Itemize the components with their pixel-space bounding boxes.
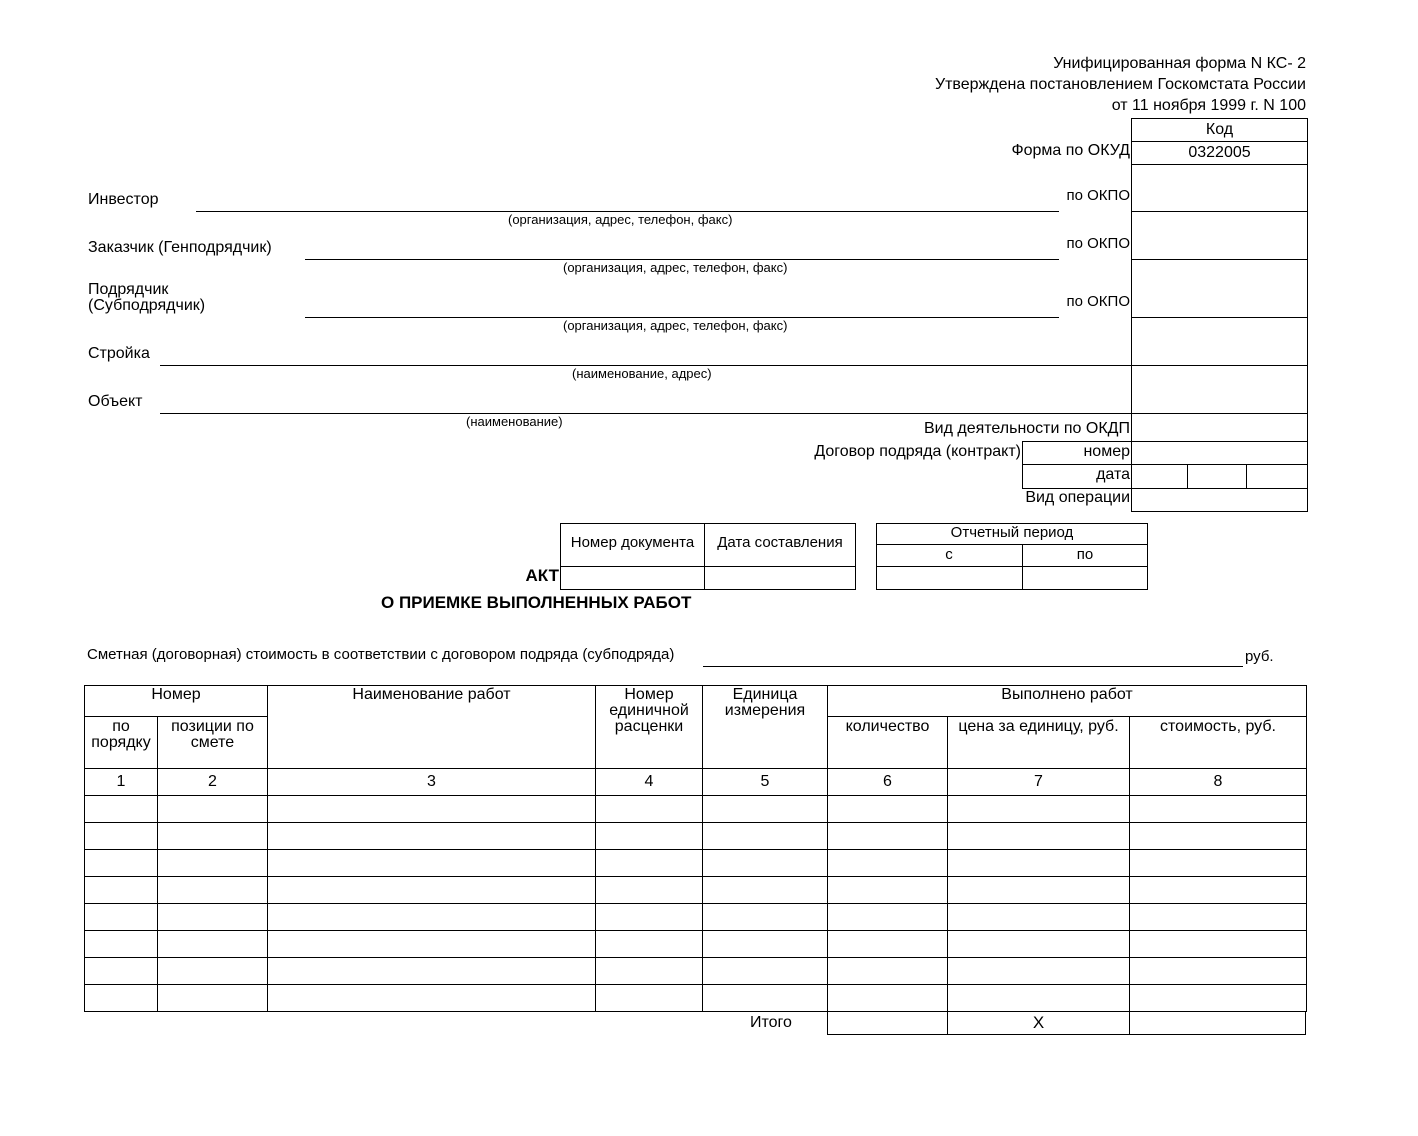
cell-cost[interactable]	[1130, 796, 1307, 823]
column-number: 5	[703, 769, 828, 796]
header-quantity: количество	[828, 717, 948, 769]
cell-cost[interactable]	[1130, 958, 1307, 985]
column-number: 3	[268, 769, 596, 796]
cell-position[interactable]	[158, 985, 268, 1012]
cell-position[interactable]	[158, 823, 268, 850]
total-label: Итого	[750, 1014, 792, 1031]
cell-cost[interactable]	[1130, 931, 1307, 958]
header-cost: стоимость, руб.	[1130, 717, 1307, 769]
period-to-label: по	[1076, 546, 1094, 563]
cell-unit-price[interactable]	[948, 931, 1130, 958]
cell-unit[interactable]	[703, 931, 828, 958]
cell-cost[interactable]	[1130, 877, 1307, 904]
title-acceptance: О ПРИЕМКЕ ВЫПОЛНЕННЫХ РАБОТ	[381, 593, 692, 612]
estimate-label: Сметная (договорная) стоимость в соответствии с договором подряда (субподряда)	[87, 646, 675, 663]
okud-value[interactable]: 0322005	[1188, 144, 1251, 161]
cell-quantity[interactable]	[828, 796, 948, 823]
approved-by: Утверждена постановлением Госкомстата России	[934, 76, 1306, 93]
cell-order[interactable]	[85, 877, 158, 904]
title-act: АКТ	[525, 566, 559, 585]
cell-unit[interactable]	[703, 904, 828, 931]
cell-order[interactable]	[85, 904, 158, 931]
estimate-field[interactable]	[703, 666, 1243, 667]
column-number: 7	[948, 769, 1130, 796]
cell-cost[interactable]	[1130, 904, 1307, 931]
contractor-hint: (организация, адрес, телефон, факс)	[563, 318, 788, 333]
table-row	[85, 796, 1307, 823]
table-row	[85, 904, 1307, 931]
site-label: Стройка	[88, 345, 150, 362]
cell-position[interactable]	[158, 796, 268, 823]
cell-position[interactable]	[158, 877, 268, 904]
cell-order[interactable]	[85, 931, 158, 958]
header-done-group: Выполнено работ	[828, 686, 1307, 717]
cell-unit-price[interactable]	[948, 958, 1130, 985]
header-rate-number: Номер единичной расценки	[596, 686, 703, 769]
doc-date-label: Дата составления	[717, 534, 843, 551]
period-from-label: с	[945, 546, 953, 563]
cell-order[interactable]	[85, 985, 158, 1012]
customer-label: Заказчик (Генподрядчик)	[88, 239, 272, 256]
cell-unit-price[interactable]	[948, 985, 1130, 1012]
total-quantity-field[interactable]	[828, 1012, 947, 1034]
cell-rate-number[interactable]	[596, 850, 703, 877]
header-unit: Единица измерения	[703, 686, 828, 769]
total-cost-field[interactable]	[1130, 1012, 1305, 1034]
cell-order[interactable]	[85, 796, 158, 823]
works-table	[84, 685, 1307, 1012]
cell-work-name[interactable]	[268, 823, 596, 850]
cell-position[interactable]	[158, 850, 268, 877]
code-header: Код	[1205, 121, 1234, 138]
cell-cost[interactable]	[1130, 823, 1307, 850]
form-name: Унифицированная форма N КС- 2	[1053, 55, 1306, 72]
cell-position[interactable]	[158, 931, 268, 958]
cell-unit-price[interactable]	[948, 850, 1130, 877]
okdp-label: Вид деятельности по ОКДП	[923, 420, 1130, 437]
contractor-label-2: (Субподрядчик)	[88, 297, 206, 314]
total-price-mark: Х	[1032, 1013, 1045, 1032]
cell-work-name[interactable]	[268, 985, 596, 1012]
contract-label: Договор подряда (контракт)	[814, 443, 1021, 460]
cell-work-name[interactable]	[268, 931, 596, 958]
header-position: позиции по смете	[158, 717, 268, 769]
header-number-group: Номер	[85, 686, 268, 717]
okpo-label-contractor: по ОКПО	[1066, 293, 1130, 310]
cell-position[interactable]	[158, 904, 268, 931]
cell-quantity[interactable]	[828, 985, 948, 1012]
cell-unit-price[interactable]	[948, 877, 1130, 904]
cell-quantity[interactable]	[828, 931, 948, 958]
cell-rate-number[interactable]	[596, 796, 703, 823]
period-to-field[interactable]	[1023, 567, 1147, 589]
cell-order[interactable]	[85, 850, 158, 877]
cell-unit[interactable]	[703, 850, 828, 877]
cell-unit[interactable]	[703, 796, 828, 823]
investor-hint: (организация, адрес, телефон, факс)	[508, 212, 733, 227]
object-hint: (наименование)	[466, 414, 563, 429]
cell-rate-number[interactable]	[596, 823, 703, 850]
estimate-currency: руб.	[1245, 648, 1274, 665]
column-number: 2	[158, 769, 268, 796]
cell-cost[interactable]	[1130, 985, 1307, 1012]
table-row	[85, 985, 1307, 1012]
table-row	[85, 823, 1307, 850]
column-number: 4	[596, 769, 703, 796]
cell-work-name[interactable]	[268, 796, 596, 823]
cell-rate-number[interactable]	[596, 877, 703, 904]
cell-quantity[interactable]	[828, 877, 948, 904]
contract-date-label: дата	[1096, 466, 1130, 483]
okpo-label-investor: по ОКПО	[1066, 187, 1130, 204]
cell-unit[interactable]	[703, 877, 828, 904]
doc-number-label: Номер документа	[570, 534, 695, 551]
cell-quantity[interactable]	[828, 850, 948, 877]
cell-unit[interactable]	[703, 985, 828, 1012]
operation-label: Вид операции	[1025, 489, 1130, 506]
cell-order[interactable]	[85, 823, 158, 850]
column-number: 1	[85, 769, 158, 796]
cell-unit[interactable]	[703, 823, 828, 850]
header-order: по порядку	[85, 717, 158, 769]
okud-label: Форма по ОКУД	[1011, 142, 1130, 159]
cell-work-name[interactable]	[268, 850, 596, 877]
table-row	[85, 850, 1307, 877]
table-row	[85, 877, 1307, 904]
cell-work-name[interactable]	[268, 877, 596, 904]
header-unit-price: цена за единицу, руб.	[948, 717, 1130, 769]
period-from-field[interactable]	[877, 567, 1022, 589]
cell-rate-number[interactable]	[596, 985, 703, 1012]
cell-work-name[interactable]	[268, 958, 596, 985]
cell-cost[interactable]	[1130, 850, 1307, 877]
period-label: Отчетный период	[950, 524, 1074, 541]
contract-number-label: номер	[1083, 443, 1130, 460]
object-field[interactable]	[160, 413, 1131, 414]
table-row	[85, 958, 1307, 985]
column-numbers-row	[85, 769, 1307, 796]
cell-quantity[interactable]	[828, 958, 948, 985]
contractor-label-1: Подрядчик	[88, 281, 169, 298]
cell-unit-price[interactable]	[948, 796, 1130, 823]
column-number: 6	[828, 769, 948, 796]
cell-quantity[interactable]	[828, 904, 948, 931]
doc-number-field[interactable]	[561, 567, 704, 589]
cell-rate-number[interactable]	[596, 958, 703, 985]
approved-date: от 11 ноября 1999 г. N 100	[1111, 97, 1306, 114]
cell-position[interactable]	[158, 958, 268, 985]
cell-order[interactable]	[85, 958, 158, 985]
doc-date-field[interactable]	[705, 567, 855, 589]
cell-rate-number[interactable]	[596, 931, 703, 958]
cell-unit-price[interactable]	[948, 823, 1130, 850]
cell-work-name[interactable]	[268, 904, 596, 931]
cell-quantity[interactable]	[828, 823, 948, 850]
okpo-label-customer: по ОКПО	[1066, 235, 1130, 252]
column-number: 8	[1130, 769, 1307, 796]
investor-label: Инвестор	[88, 191, 159, 208]
site-hint: (наименование, адрес)	[572, 366, 712, 381]
customer-hint: (организация, адрес, телефон, факс)	[563, 260, 788, 275]
header-work-name: Наименование работ	[268, 686, 596, 769]
cell-rate-number[interactable]	[596, 904, 703, 931]
object-label: Объект	[88, 393, 143, 410]
cell-unit[interactable]	[703, 958, 828, 985]
cell-unit-price[interactable]	[948, 904, 1130, 931]
table-row	[85, 931, 1307, 958]
